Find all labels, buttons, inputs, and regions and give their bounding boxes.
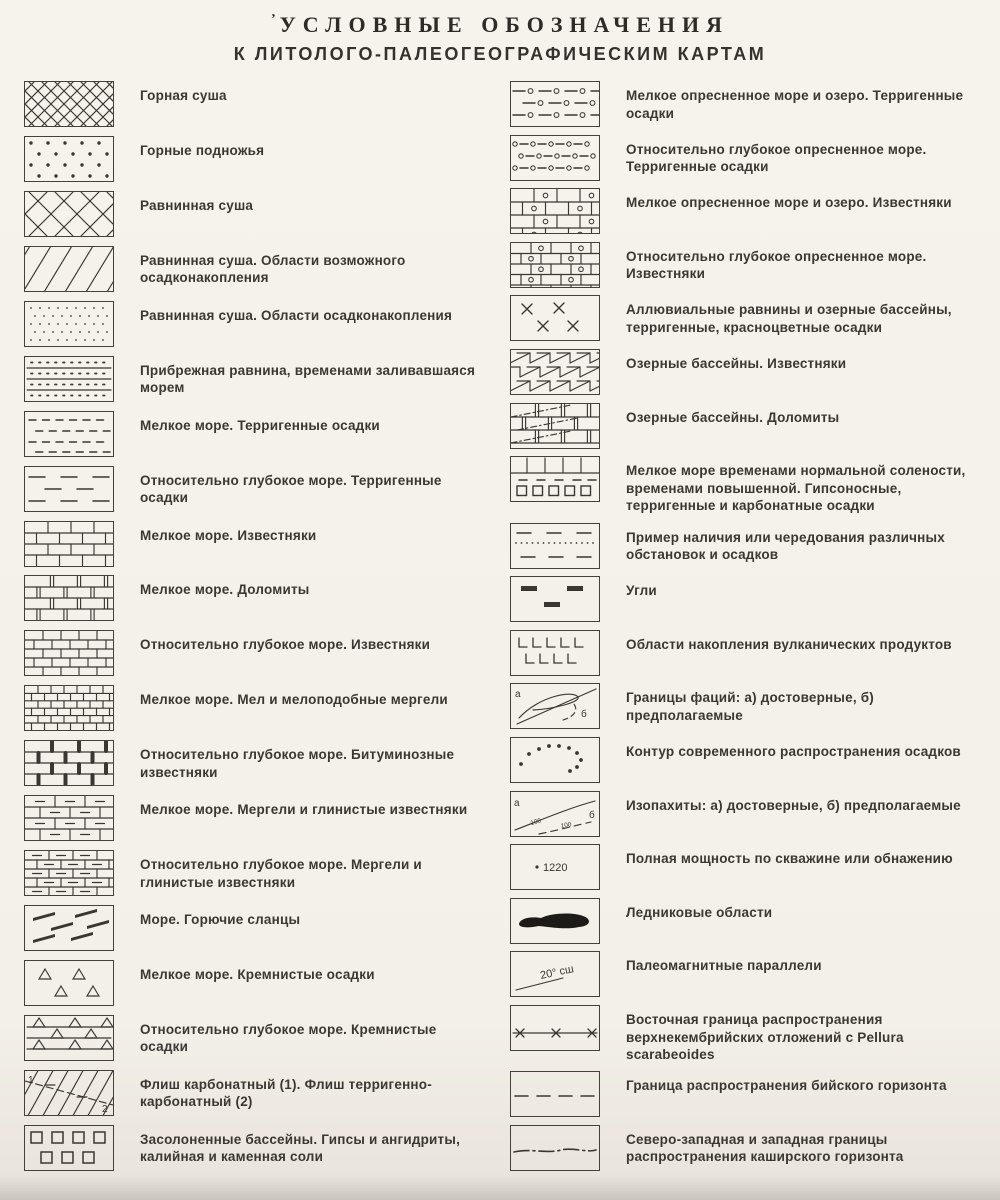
isopachs-icon — [510, 791, 600, 837]
legend-item — [24, 630, 488, 676]
paleomagnetic-parallels-icon — [510, 951, 600, 997]
legend-item — [510, 898, 982, 944]
possible-sedimentation-icon — [24, 246, 114, 292]
svg-text:2: 2 — [102, 1103, 108, 1115]
legend-item-label: Области накопления вулканических продуктов — [626, 636, 952, 652]
chalk-marl-icon — [24, 685, 114, 731]
flysch-icon — [24, 1070, 114, 1116]
legend-item — [510, 81, 982, 127]
svg-text:а: а — [514, 797, 520, 809]
svg-text:б: б — [581, 709, 587, 721]
legend-item-label: Горные подножья — [140, 142, 265, 158]
svg-text:1: 1 — [28, 1074, 34, 1086]
legend-item-label: Мелкое море. Известняки — [140, 527, 317, 543]
svg-text:100: 100 — [560, 820, 573, 830]
legend-item-label: Мелкое море временами нормальной солености, временами повышенной. Гипсоносные, терригенные и карбонатные осадки — [626, 463, 966, 514]
legend-item — [510, 523, 982, 569]
legend-column-left — [24, 81, 488, 1171]
page-header — [0, 0, 1000, 65]
legend-item-label: Прибрежная равнина, временами заливавшаяся морем — [140, 362, 476, 396]
legend-item — [510, 791, 982, 837]
legend-item — [24, 905, 488, 951]
legend-item-label: Озерные бассейны. Известняки — [626, 356, 847, 372]
legend-item — [24, 850, 488, 896]
freshwater-deep-terrigenous-icon — [510, 135, 600, 181]
legend-item-label: Относительно глубокое опресненное море. Терригенные осадки — [626, 141, 927, 175]
legend-item — [24, 246, 488, 292]
deep-siliceous-icon — [24, 1015, 114, 1061]
legend-item-label: Контур современного распространения осадков — [626, 743, 961, 759]
dashed-boundary-icon — [510, 1071, 600, 1117]
glacial-areas-icon — [510, 898, 600, 944]
legend-item-label: Море. Горючие сланцы — [140, 912, 301, 928]
svg-text:а: а — [515, 689, 521, 701]
legend-item-label: Равнинная суша — [140, 197, 254, 213]
modern-extent-contour-icon — [510, 737, 600, 783]
legend-item — [24, 136, 488, 182]
legend-item-label: Мелкое море. Мергели и глинистые известняки — [140, 802, 468, 818]
facies-boundaries-icon — [510, 683, 600, 729]
legend-item — [510, 951, 982, 997]
deep-limestone-icon — [24, 630, 114, 676]
legend-item — [510, 1005, 982, 1064]
legend-item — [510, 1125, 982, 1171]
piedmont-dots-icon — [24, 136, 114, 182]
legend-item — [510, 456, 982, 515]
salt-basins-icon — [24, 1125, 114, 1171]
eastern-boundary-icon — [510, 1005, 600, 1051]
legend-item — [510, 1071, 982, 1117]
legend-item — [24, 411, 488, 457]
legend-item-label: Относительно глубокое море. Кремнистые осадки — [140, 1021, 437, 1055]
legend-item — [24, 191, 488, 237]
legend-item-label: Пример наличия или чередования различных обстановок и осадков — [626, 529, 945, 563]
lake-limestone-icon — [510, 349, 600, 395]
legend-item — [510, 295, 982, 341]
legend-item-label: Северо-западная и западная границы распространения каширского горизонта — [626, 1131, 904, 1165]
legend-item-label: Угли — [626, 583, 657, 599]
plain-land-icon — [24, 191, 114, 237]
legend-columns — [0, 65, 1000, 1171]
page-subtitle: К ЛИТОЛОГО-ПАЛЕОГЕОГРАФИЧЕСКИМ КАРТАМ — [233, 44, 767, 64]
legend-item — [510, 242, 982, 288]
svg-text:б: б — [589, 809, 595, 821]
shallow-siliceous-icon — [24, 960, 114, 1006]
coastal-plain-icon — [24, 356, 114, 402]
legend-item-label: Флиш карбонатный (1). Флиш терригенно-карбонатный (2) — [140, 1076, 432, 1110]
legend-item-label: Относительно глубокое море. Мергели и глинистые известняки — [140, 857, 422, 890]
legend-item-label: Ледниковые области — [626, 904, 773, 920]
legend-item-label: Горная суша — [140, 88, 227, 103]
legend-item — [510, 349, 982, 395]
lake-dolomite-icon — [510, 403, 600, 449]
alternation-example-icon — [510, 523, 600, 569]
legend-item — [510, 683, 982, 729]
legend-item-label: Относительно глубокое море. Терригенные осадки — [140, 472, 442, 506]
freshwater-shallow-limestone-icon — [510, 188, 600, 234]
legend-item — [510, 188, 982, 234]
shallow-limestone-icon — [24, 521, 114, 567]
legend-item-label: Засолоненные бассейны. Гипсы и ангидриты, калийная и каменная соли — [140, 1131, 461, 1165]
legend-item — [24, 685, 488, 731]
legend-item — [24, 740, 488, 786]
legend-item — [510, 737, 982, 783]
title-mark: ’ — [270, 12, 276, 27]
legend-item — [24, 795, 488, 841]
sedimentation-dots-icon — [24, 301, 114, 347]
legend-item-label: Мелкое море. Терригенные осадки — [140, 417, 380, 433]
legend-item — [24, 1070, 488, 1116]
legend-item — [510, 403, 982, 449]
legend-item-label: Относительно глубокое опресненное море. Известняки — [626, 248, 927, 282]
legend-item — [24, 960, 488, 1006]
dashdot-boundary-icon — [510, 1125, 600, 1171]
legend-item — [24, 301, 488, 347]
mountain-land-icon — [24, 81, 114, 127]
variable-salinity-icon — [510, 456, 600, 502]
svg-text:1220: 1220 — [543, 862, 568, 875]
legend-item-label: Мелкое море. Мел и мелоподобные мергели — [140, 692, 448, 708]
legend-item — [24, 466, 488, 512]
svg-text:100: 100 — [529, 817, 543, 827]
legend-item-label: Мелкое море. Доломиты — [140, 582, 310, 598]
svg-text:20° сш: 20° сш — [539, 963, 575, 983]
legend-item-label: Мелкое опресненное море и озеро. Терригенные осадки — [626, 88, 964, 121]
legend-item-label: Граница распространения бийского горизонта — [626, 1078, 947, 1094]
legend-item-label: Аллювиальные равнины и озерные бассейны, терригенные, красноцветные осадки — [626, 302, 952, 335]
legend-item-label: Равнинная суша. Области осадконакопления — [140, 307, 453, 323]
legend-item — [24, 1015, 488, 1061]
freshwater-shallow-terrigenous-icon — [510, 81, 600, 127]
deep-terrigenous-icon — [24, 466, 114, 512]
legend-item-label: Палеомагнитные параллели — [626, 958, 822, 974]
coal-icon — [510, 576, 600, 622]
legend-column-right — [510, 81, 982, 1171]
legend-item — [24, 81, 488, 127]
deep-marl-clay-limestone-icon — [24, 850, 114, 896]
shallow-terrigenous-icon — [24, 411, 114, 457]
freshwater-deep-limestone-icon — [510, 242, 600, 288]
title-text: УСЛОВНЫЕ ОБОЗНАЧЕНИЯ — [279, 12, 730, 37]
legend-item — [510, 135, 982, 181]
legend-item — [24, 521, 488, 567]
legend-item — [510, 576, 982, 622]
total-thickness-icon — [510, 844, 600, 890]
oil-shale-icon — [24, 905, 114, 951]
legend-item-label: Относительно глубокое море. Битуминозные известняки — [140, 747, 455, 780]
legend-item-label: Озерные бассейны. Доломиты — [626, 409, 840, 425]
legend-item-label: Границы фаций: а) достоверные, б) предполагаемые — [626, 690, 874, 723]
legend-item-label: Мелкое опресненное море и озеро. Известняки — [626, 195, 952, 211]
legend-item-label: Полная мощность по скважине или обнажению — [626, 851, 953, 867]
legend-item-label: Относительно глубокое море. Известняки — [140, 637, 431, 653]
marl-clay-limestone-icon — [24, 795, 114, 841]
legend-item — [24, 356, 488, 402]
legend-item — [24, 1125, 488, 1171]
legend-item-label: Равнинная суша. Области возможного осадконакопления — [140, 252, 406, 286]
legend-item-label: Мелкое море. Кремнистые осадки — [140, 967, 375, 982]
page-title — [0, 12, 1000, 38]
legend-item-label: Изопахиты: а) достоверные, б) предполагаемые — [626, 797, 961, 813]
legend-item — [510, 630, 982, 676]
volcanic-products-icon — [510, 630, 600, 676]
alluvial-redbeds-icon — [510, 295, 600, 341]
legend-item-label: Восточная граница распространения верхнекембрийских отложений с Pellura scarabeoides — [626, 1012, 904, 1063]
bituminous-limestone-icon — [24, 740, 114, 786]
legend-item — [24, 575, 488, 621]
legend-item — [510, 844, 982, 890]
shallow-dolomite-icon — [24, 575, 114, 621]
